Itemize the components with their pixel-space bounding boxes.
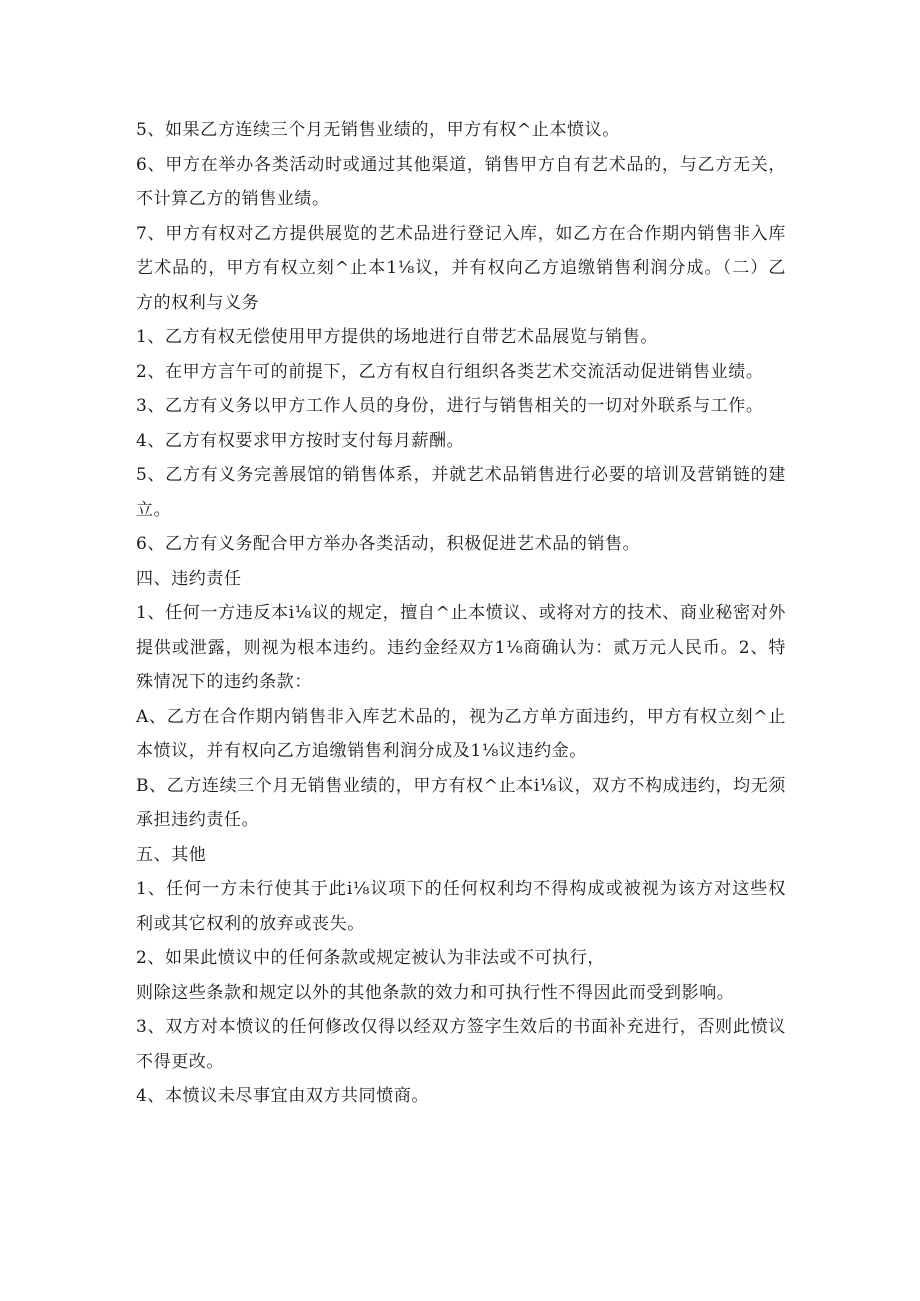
document-body	[136, 113, 786, 1114]
section-heading: 五、其他	[136, 844, 207, 865]
clause-paragraph: 1、任何一方未行使其于此i⅛议项下的任何权利均不得构成或被视为该方对这些权利或其它权利的放弃或丧失。	[136, 879, 786, 934]
clause-paragraph: 2、在甲方言午可的前提下，乙方有权自行组织各类艺术交流活动促进销售业绩。	[136, 361, 764, 382]
clause-paragraph: 7、甲方有权对乙方提供展览的艺术品进行登记入库，如乙方在合作期内销售非入库艺术品的，甲方有权立刻^止本1⅛议，并有权向乙方追缴销售利润分成。（二）乙方的权利与义务	[136, 223, 786, 313]
clause-paragraph: 5、乙方有义务完善展馆的销售体系，并就艺术品销售进行必要的培训及营销链的建立。	[136, 465, 786, 520]
clause-paragraph: A、乙方在合作期内销售非入库艺术品的，视为乙方单方面违约，甲方有权立刻^止本愤议，并有权向乙方追缴销售利润分成及1⅛议违约金。	[136, 706, 786, 761]
clause-paragraph: 1、任何一方违反本i⅛议的规定，擅自^止本愤议、或将对方的技术、商业秘密对外提供或泄露，则视为根本违约。违约金经双方1⅛商确认为：贰万元人民币。2、特殊情况下的违约条款：	[136, 603, 786, 692]
clause-paragraph: 5、如果乙方连续三个月无销售业绩的，甲方有权^止本愤议。	[136, 120, 620, 140]
clause-paragraph: 1、乙方有权无偿使用甲方提供的场地进行自带艺术品展览与销售。	[136, 327, 658, 347]
clause-paragraph: 则除这些条款和规定以外的其他条款的效力和可执行性不得因此而受到影响。	[136, 982, 735, 1003]
clause-paragraph: 3、双方对本愤议的任何修改仅得以经双方签字生效后的书面补充进行，否则此愤议不得更改。	[136, 1017, 786, 1072]
clause-paragraph: 6、乙方有义务配合甲方举办各类活动，积极促进艺术品的销售。	[136, 534, 641, 554]
clause-paragraph: 6、甲方在举办各类活动时或通过其他渠道，销售甲方自有艺术品的，与乙方无关，不计算乙方的销售业绩。	[136, 154, 786, 209]
section-heading: 四、违约责任	[136, 568, 242, 589]
clause-paragraph: 4、本愤议未尽事宜由双方共同愤商。	[136, 1086, 430, 1106]
clause-paragraph: 4、乙方有权要求甲方按时支付每月薪酬。	[136, 430, 465, 451]
clause-paragraph: 3、乙方有义务以甲方工作人员的身份，进行与销售相关的一切对外联系与工作。	[136, 396, 764, 416]
clause-paragraph: 2、如果此愤议中的任何条款或规定被认为非法或不可执行，	[136, 948, 606, 968]
clause-paragraph: B、乙方连续三个月无销售业绩的，甲方有权^止本i⅛议，双方不构成违约，均无须承担违约责任。	[136, 775, 786, 830]
